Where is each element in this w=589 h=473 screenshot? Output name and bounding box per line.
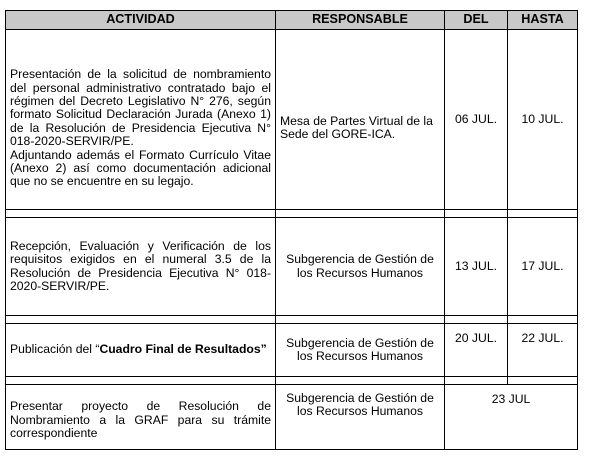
hasta-cell: 10 JUL. <box>508 30 578 210</box>
del-cell: 20 JUL. <box>445 324 508 377</box>
actividad-text: Presentación de la solicitud de nombramiento del personal administrativo contratado bajo el régimen del Decreto Legislativo N° 276, según formato Solicitud Declaración Jurada (Anexo 1) de la Resolución de Presidencia Ejecutiva N° 018-2020-SERVIR/PE. <box>10 67 271 149</box>
responsable-cell <box>276 218 445 316</box>
schedule-table <box>5 10 578 450</box>
actividad-cell <box>6 30 276 210</box>
table-row <box>6 385 578 450</box>
del-cell: 06 JUL. <box>445 30 508 210</box>
header-del: DEL <box>445 11 508 30</box>
row-spacer <box>6 316 578 324</box>
row-spacer <box>6 210 578 218</box>
actividad-text: Publicación del “ <box>10 342 100 357</box>
header-hasta: HASTA <box>508 11 578 30</box>
hasta-cell: 17 JUL. <box>508 218 578 316</box>
fecha-cell: 23 JUL <box>445 385 578 450</box>
responsable-text: Subgerencia de Gestión de los Recursos Humanos <box>286 335 434 363</box>
del-cell: 13 JUL. <box>445 218 508 316</box>
actividad-cell <box>6 385 276 450</box>
responsable-cell <box>276 385 445 450</box>
table-row <box>6 218 578 316</box>
header-actividad: ACTIVIDAD <box>6 11 276 30</box>
responsable-cell <box>276 30 445 210</box>
actividad-text: Adjuntando además el Formato Currículo Vitae (Anexo 2) así como documentación adicional que no se encuentre en su legajo. <box>10 147 271 189</box>
actividad-text: Recepción, Evaluación y Verificación de los requisitos exigidos en el numeral 3.5 de la Resolución de Presidencia Ejecutiva N° 018-2020-SERVIR/PE. <box>10 238 271 293</box>
row-spacer <box>6 377 578 385</box>
responsable-text: Mesa de Partes Virtual de la Sede del GORE-ICA. <box>280 113 433 141</box>
responsable-cell <box>276 324 445 377</box>
responsable-text: Subgerencia de Gestión de los Recursos Humanos <box>286 252 434 280</box>
responsable-text: Subgerencia de Gestión de los Recursos Humanos <box>286 391 434 419</box>
table-row <box>6 324 578 377</box>
header-responsable: RESPONSABLE <box>276 11 445 30</box>
actividad-cell <box>6 218 276 316</box>
actividad-cell <box>6 324 276 377</box>
actividad-bold-text: Cuadro Final de Resultados” <box>99 342 267 357</box>
header-row <box>6 11 578 30</box>
actividad-text: Presentar proyecto de Resolución de Nombramiento a la GRAF para su trámite correspondiente <box>10 399 271 441</box>
table-row <box>6 30 578 210</box>
hasta-cell: 22 JUL. <box>508 324 578 377</box>
